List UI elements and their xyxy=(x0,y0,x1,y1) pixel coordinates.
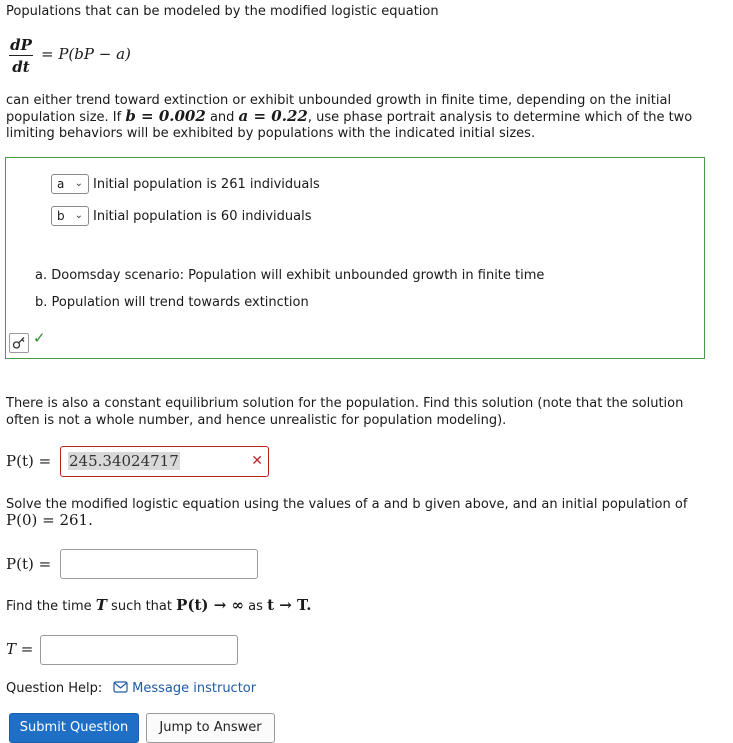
message-instructor-link[interactable] xyxy=(113,680,256,697)
select-value: b xyxy=(57,209,65,223)
match-label-1: Initial population is 261 individuals xyxy=(93,177,320,192)
T-symbol: T xyxy=(95,596,107,614)
fraction-numerator: dP xyxy=(10,36,32,54)
correct-checkmark-icon: ✓ xyxy=(33,329,46,347)
limit-math: P(t) → ∞ xyxy=(176,596,245,614)
equation-rhs: = P(bP − a) xyxy=(41,45,131,63)
jump-to-answer-button[interactable]: Jump to Answer xyxy=(146,713,275,743)
match-label-2: Initial population is 60 individuals xyxy=(93,209,312,224)
para-text: population size. If xyxy=(6,110,126,125)
submit-question-button[interactable]: Submit Question xyxy=(9,713,139,743)
time-text-2: such that xyxy=(106,599,177,614)
question-help-label: Question Help: xyxy=(6,681,103,696)
a-value: a = 0.22 xyxy=(238,107,308,125)
intro-text: Populations that can be modeled by the modified logistic equation xyxy=(6,4,439,19)
time-text-3: as xyxy=(244,599,268,614)
equilibrium-text-line2: often is not a whole number, and hence unrealistic for population modeling). xyxy=(6,413,507,428)
match-select-2[interactable] xyxy=(51,206,89,226)
solve-text: Solve the modified logistic equation using the values of a and b given above, and an initial population of xyxy=(6,497,688,512)
message-instructor-text: Message instructor xyxy=(132,681,257,696)
time-question xyxy=(6,597,311,615)
equilibrium-text-line1: There is also a constant equilibrium solution for the population. Find this solution (note that the solution xyxy=(6,396,684,411)
chevron-down-icon: ⌄ xyxy=(74,210,83,221)
key-icon xyxy=(10,334,28,352)
chevron-down-icon: ⌄ xyxy=(74,178,83,189)
equilibrium-input[interactable] xyxy=(60,446,269,477)
envelope-icon xyxy=(113,681,128,693)
time-text: Find the time xyxy=(6,599,96,614)
limit-expr: t → T. xyxy=(267,596,312,614)
match-select-1[interactable] xyxy=(51,174,89,194)
option-b: b. Population will trend towards extinction xyxy=(35,295,309,310)
solve-text-line2: P(0) = 261. xyxy=(6,511,93,529)
T-label: T = xyxy=(6,640,34,658)
error-x-icon: ✕ xyxy=(251,453,263,469)
fraction-bar xyxy=(9,55,33,56)
intro-paragraph-line1: can either trend toward extinction or exhibit unbounded growth in finite time, depending on the initial xyxy=(6,93,672,108)
para-text-2: , use phase portrait analysis to determine which of the two xyxy=(307,110,693,125)
and-text: and xyxy=(205,110,239,125)
solve-text-line1 xyxy=(6,496,687,513)
solution-label: P(t) = xyxy=(6,555,52,573)
equilibrium-value: 245.34024717 xyxy=(69,452,179,470)
fraction-denominator: dt xyxy=(12,58,30,76)
key-icon-button[interactable] xyxy=(9,333,29,353)
solution-input[interactable] xyxy=(60,549,258,579)
equilibrium-label: P(t) = xyxy=(6,452,52,470)
intro-paragraph-line2 xyxy=(6,108,692,126)
T-input[interactable] xyxy=(40,635,238,665)
select-value: a xyxy=(57,177,65,191)
derivative-fraction xyxy=(9,36,33,76)
option-a: a. Doomsday scenario: Population will exhibit unbounded growth in finite time xyxy=(35,268,545,283)
b-value: b = 0.002 xyxy=(125,107,206,125)
intro-paragraph-line3: limiting behaviors will be exhibited by populations with the indicated initial sizes. xyxy=(6,126,536,141)
